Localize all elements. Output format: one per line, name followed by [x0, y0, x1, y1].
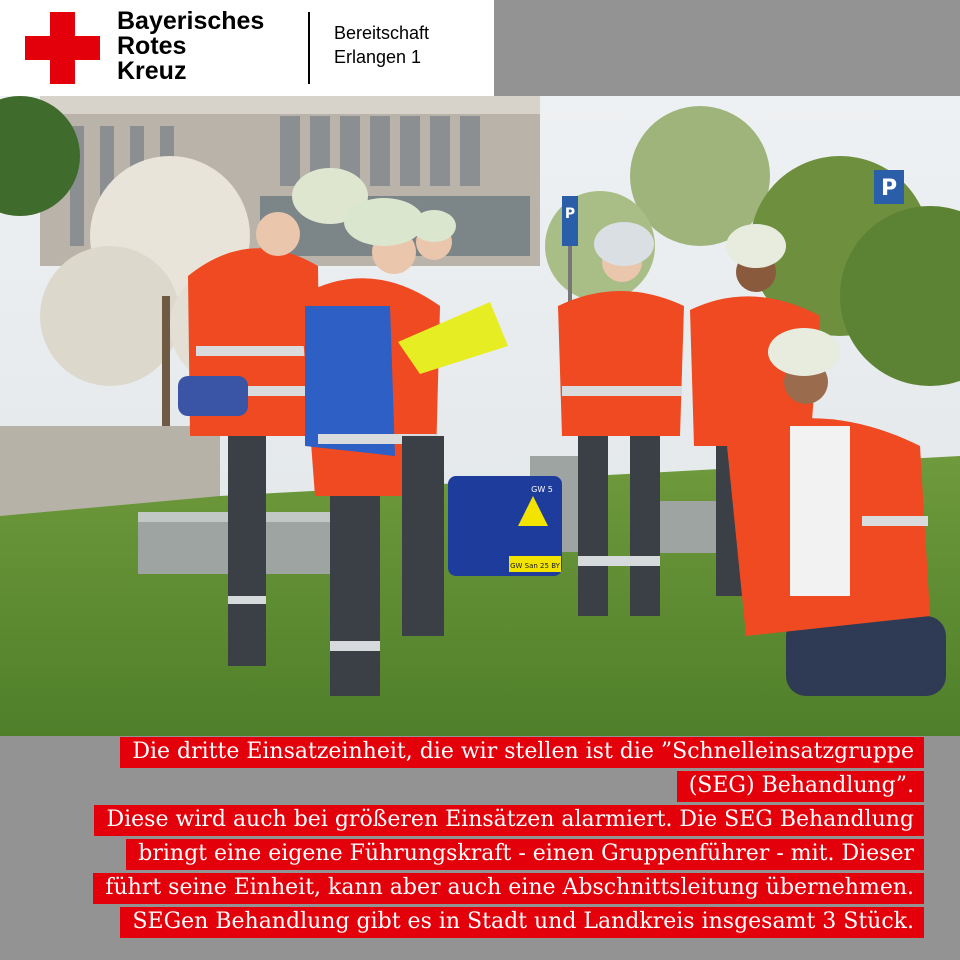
bag-label-top: GW 5	[531, 485, 553, 494]
unit-name	[334, 21, 429, 69]
parking-sign-left-letter: P	[564, 206, 576, 222]
bag-label-bottom: GW San 25 BY	[510, 562, 560, 570]
caption-line-1: Die dritte Einsatzeinheit, die wir stellen ist die ”Schnelleinsatzgruppe	[24, 735, 924, 769]
unit-name-line-2: Erlangen 1	[334, 47, 422, 67]
brand-header	[0, 0, 494, 96]
logo-divider	[308, 12, 310, 84]
parking-sign-right-letter: P	[880, 176, 898, 201]
medical-bag	[448, 476, 562, 576]
caption-line-5: führt seine Einheit, kann aber auch eine Abschnittsleitung übernehmen.	[24, 871, 924, 905]
caption-line-2: (SEG) Behandlung”.	[24, 769, 924, 803]
organization-name	[117, 9, 264, 84]
org-name-line-1: Bayerisches	[117, 7, 265, 35]
caption-line-3: Diese wird auch bei größeren Einsätzen alarmiert. Die SEG Behandlung	[24, 803, 924, 837]
team-photo-illustration	[0, 96, 960, 736]
caption-line-4: bringt eine eigene Führungskraft - einen Gruppenführer - mit. Dieser	[24, 837, 924, 871]
caption-line-6: SEGen Behandlung gibt es in Stadt und Landkreis insgesamt 3 Stück.	[24, 905, 924, 939]
caption-text	[24, 735, 924, 939]
org-name-line-3: Kreuz	[117, 57, 187, 85]
parking-sign-right	[874, 170, 904, 204]
red-cross-logo-icon	[25, 12, 100, 84]
org-name-line-2: Rotes	[117, 32, 187, 60]
team-photo	[0, 96, 960, 736]
unit-name-line-1: Bereitschaft	[334, 23, 430, 43]
